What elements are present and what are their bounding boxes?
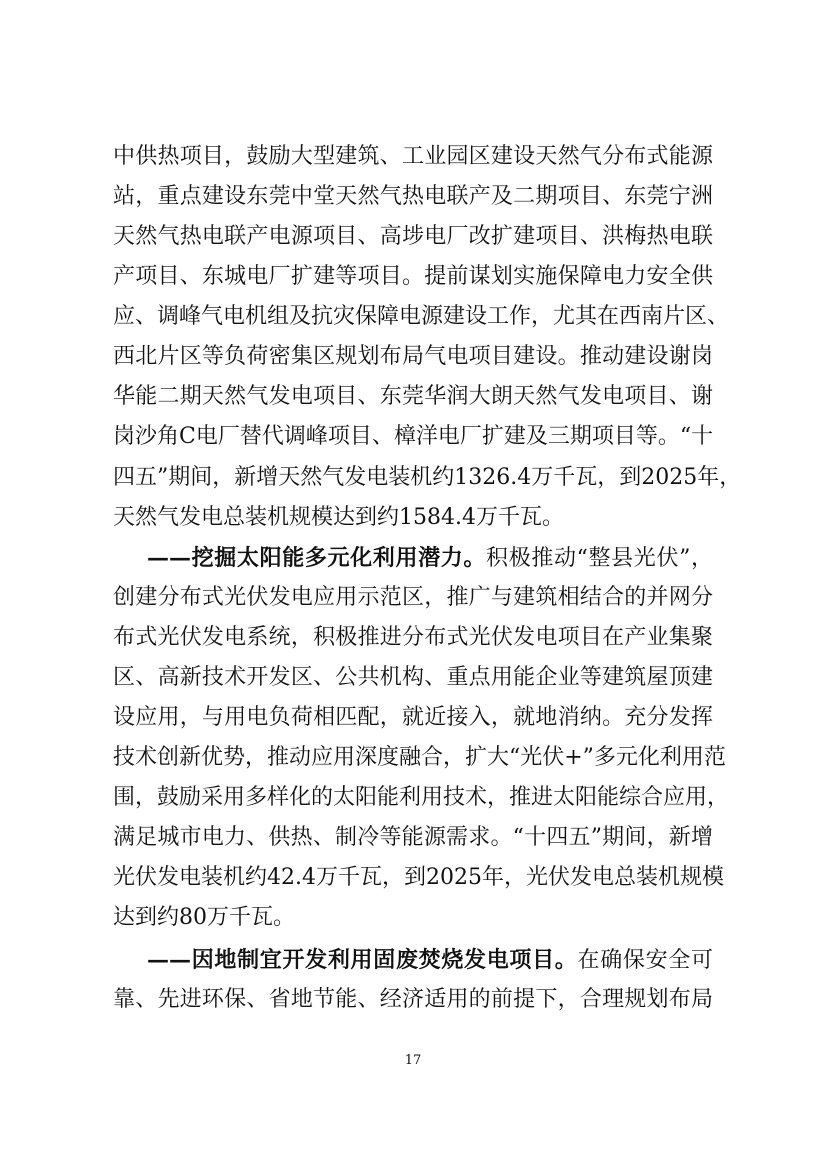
text-span: 在确保安全可 [577, 948, 713, 973]
text-line: 靠、先进环保、省地节能、经济适用的前提下，合理规划布局 [113, 987, 713, 1012]
text-line: 技术创新优势，推动应用深度融合，扩大“光伏+”多元化利用范 [113, 745, 726, 770]
text-line: 应、调峰气电机组及抗灾保障电源建设工作，尤其在西南片区、 [113, 304, 730, 329]
page-number: 17 [404, 1053, 422, 1068]
text-line: 四五”期间，新增天然气发电装机约1326.4万千瓦，到2025年， [113, 465, 742, 490]
text-line: 产项目、东城电厂扩建等项目。提前谋划实施保障电力安全供 [113, 264, 713, 289]
text-line: 天然气发电总装机规模达到约1584.4万千瓦。 [113, 505, 564, 530]
text-line: 西北片区等负荷密集区规划布局气电项目建设。推动建设谢岗 [113, 344, 713, 369]
text-line: 满足城市电力、供热、制冷等能源需求。“十四五”期间，新增 [113, 825, 713, 850]
section-heading: ——因地制宜开发利用固废焚烧发电项目。 [147, 947, 578, 973]
text-line: 布式光伏发电系统，积极推进分布式光伏发电项目在产业集聚 [113, 625, 713, 650]
text-line: 设应用，与用电负荷相匹配，就近接入，就地消纳。充分发挥 [113, 705, 713, 730]
text-line: 站，重点建设东莞中堂天然气热电联产及二期项目、东莞宁洲 [113, 184, 713, 209]
text-line: 围，鼓励采用多样化的太阳能利用技术，推进太阳能综合应用， [113, 785, 730, 810]
text-line: 区、高新技术开发区、公共机构、重点用能企业等建筑屋顶建 [113, 665, 713, 690]
text-line: 创建分布式光伏发电应用示范区，推广与建筑相结合的并网分 [113, 585, 713, 610]
text-line: 岗沙角C电厂替代调峰项目、樟洋电厂扩建及三期项目等。“十 [113, 424, 714, 449]
section-heading-line [147, 538, 713, 578]
text-line: 达到约80万千瓦。 [113, 905, 295, 930]
text-span: 积极推动“整县光伏”， [486, 546, 713, 571]
text-line: 中供热项目，鼓励大型建筑、工业园区建设天然气分布式能源 [113, 144, 713, 169]
section-heading-line [147, 940, 713, 980]
section-heading: ——挖掘太阳能多元化利用潜力。 [147, 545, 487, 571]
text-line: 光伏发电装机约42.4万千瓦，到2025年，光伏发电总装机规模 [113, 865, 724, 890]
text-line: 华能二期天然气发电项目、东莞华润大朗天然气发电项目、谢 [113, 384, 713, 409]
text-line: 天然气热电联产电源项目、高埗电厂改扩建项目、洪梅热电联 [113, 224, 713, 249]
